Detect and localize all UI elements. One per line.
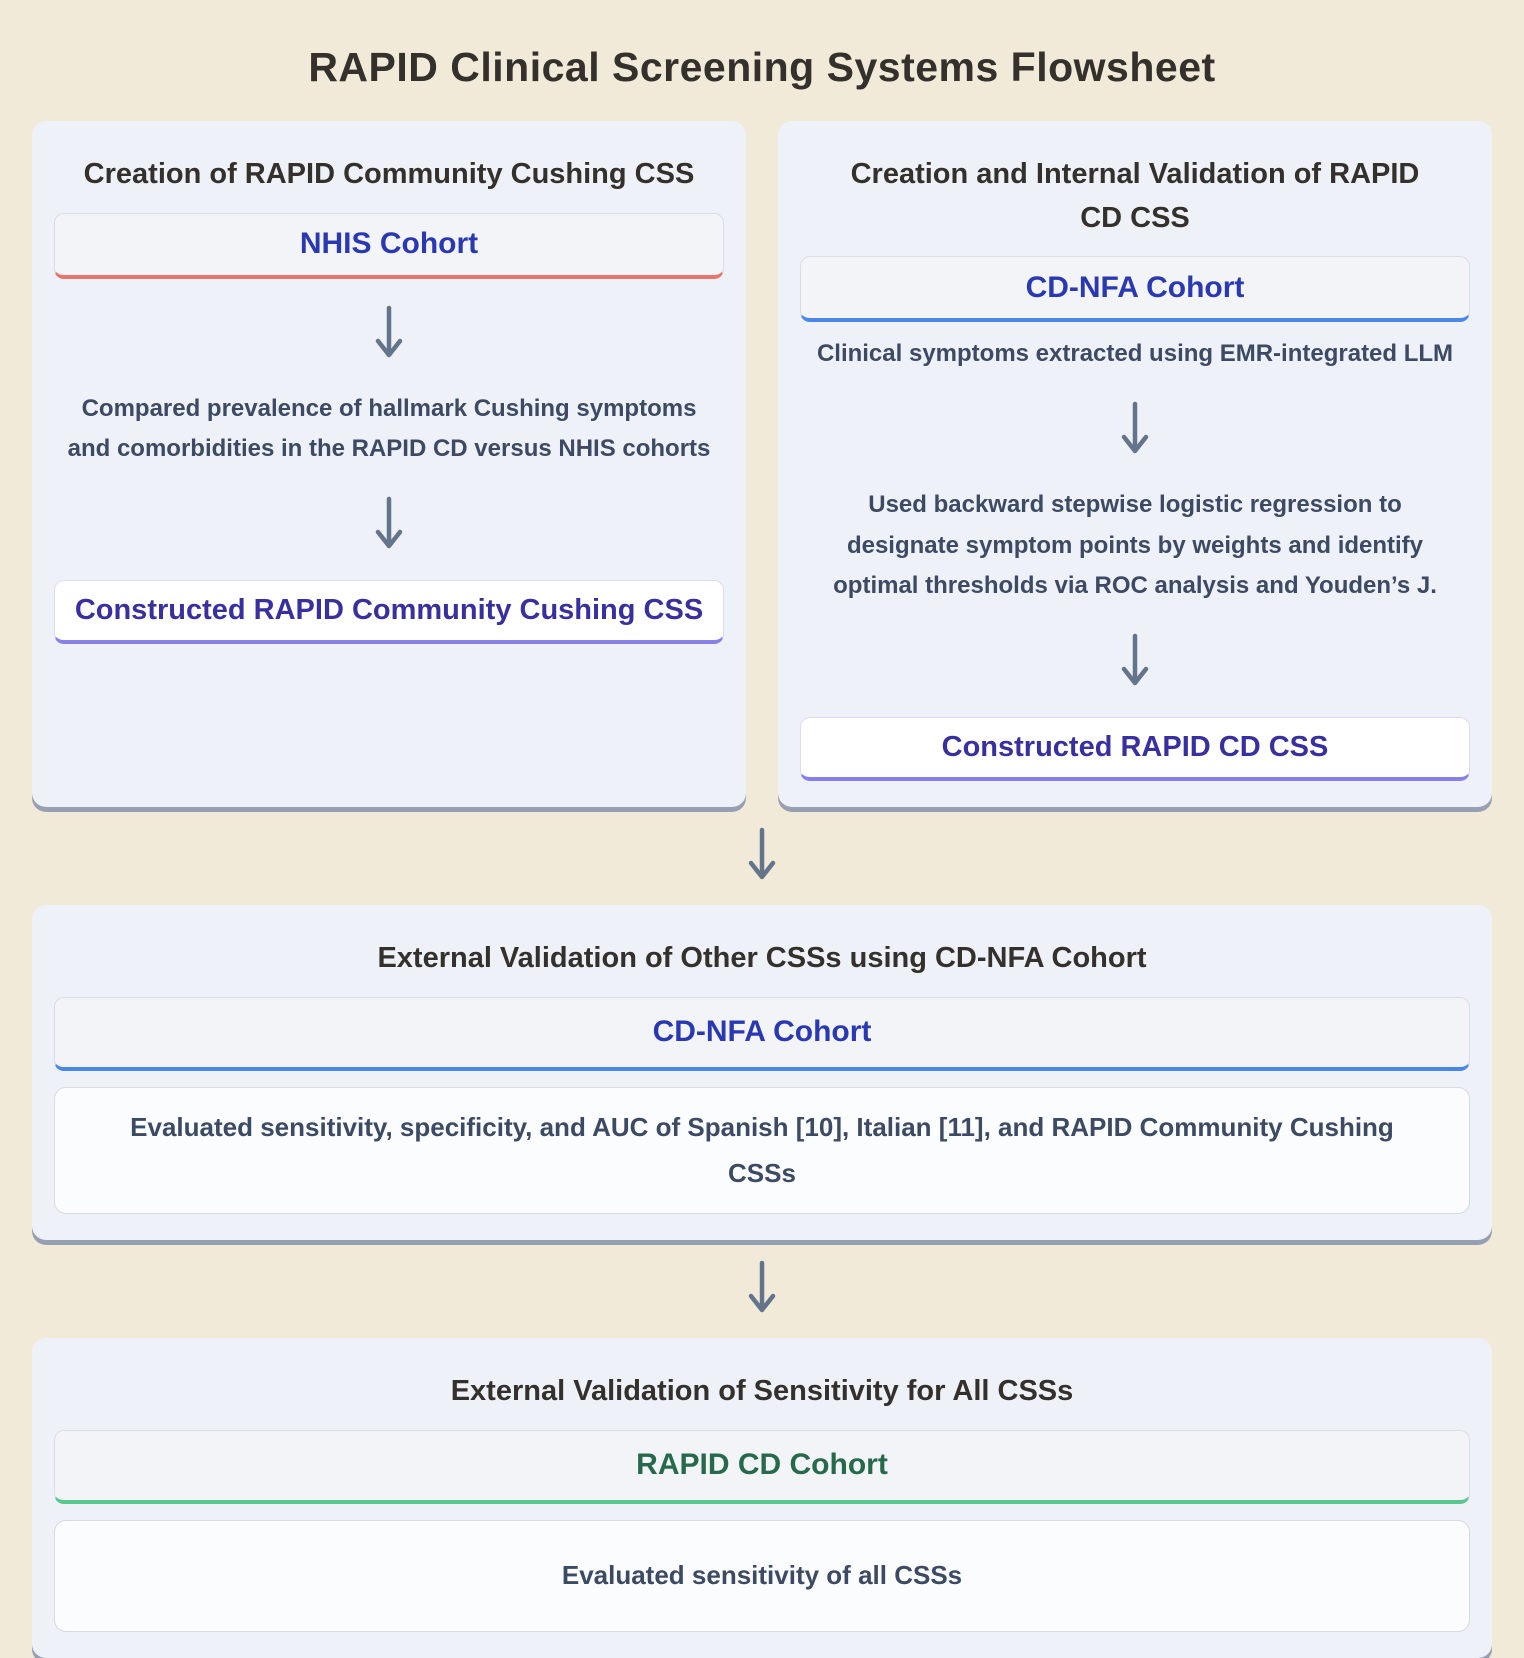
- arrow-down-icon: [800, 633, 1470, 691]
- arrow-down-icon: [32, 827, 1492, 885]
- step-text: Used backward stepwise logistic regression to designate symptom points by weights and identify optimal thresholds via ROC analysis and Youden’s J.: [833, 490, 1437, 600]
- constructed-cd-css-box: Constructed RAPID CD CSS: [800, 717, 1470, 781]
- step-text: Compared prevalence of hallmark Cushing symptoms and comorbidities in the RAPID CD versus NHIS cohorts: [67, 394, 711, 463]
- nhis-cohort-box: NHIS Cohort: [54, 213, 724, 279]
- panel-title: Creation of RAPID Community Cushing CSS: [83, 158, 695, 190]
- panel-external-validation-sensitivity: [32, 1338, 1492, 1658]
- cd-nfa-cohort-box: CD-NFA Cohort: [800, 256, 1470, 322]
- arrow-down-icon: [32, 1260, 1492, 1318]
- evaluation-description-box: Evaluated sensitivity, specificity, and AUC of Spanish [10], Italian [11], and RAPID Community Cushing CSSs: [54, 1087, 1470, 1215]
- panel-community-cushing: [32, 121, 746, 807]
- evaluation-description-box: Evaluated sensitivity of all CSSs: [54, 1520, 1470, 1632]
- panel-rapid-cd-css: [778, 121, 1492, 807]
- cd-nfa-cohort-box: CD-NFA Cohort: [54, 997, 1470, 1071]
- panel-title: Creation and Internal Validation of RAPID CD CSS: [850, 158, 1420, 234]
- panel-title: External Validation of Sensitivity for All CSSs: [450, 1375, 1074, 1408]
- step-text: Clinical symptoms extracted using EMR-integrated LLM: [816, 340, 1454, 367]
- arrow-down-icon: [54, 305, 724, 363]
- arrow-down-icon: [800, 401, 1470, 459]
- arrow-down-icon: [54, 496, 724, 554]
- panel-external-validation-other: [32, 905, 1492, 1240]
- top-row: [32, 121, 1492, 807]
- rapid-cd-cohort-box: RAPID CD Cohort: [54, 1430, 1470, 1504]
- page-title: RAPID Clinical Screening Systems Flowsheet: [308, 44, 1216, 90]
- panel-title: External Validation of Other CSSs using CD-NFA Cohort: [377, 942, 1147, 975]
- constructed-community-css-box: Constructed RAPID Community Cushing CSS: [54, 580, 724, 644]
